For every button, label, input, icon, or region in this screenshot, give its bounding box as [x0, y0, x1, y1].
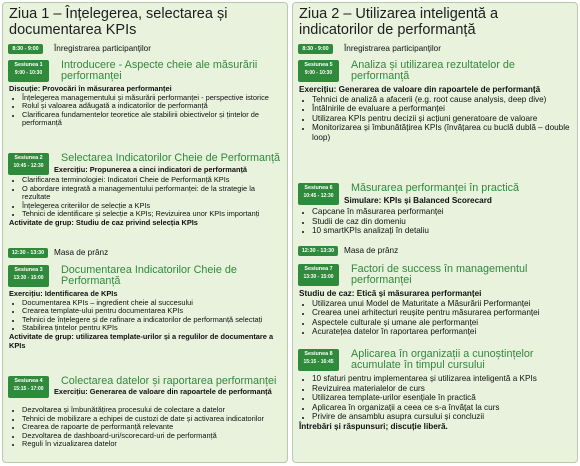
list-item: • Întâlnirile de evaluare a performanței: [312, 104, 572, 114]
session-items: [9, 94, 282, 128]
list-item: • Clarificarea fundamentelor teoretice ale stabilirii obiectivelor și țintelor de performanță: [22, 111, 282, 128]
session-3: [6, 263, 284, 375]
list-item: • Rolul și valoarea adăugată a indicatorilor de performanță: [22, 102, 282, 111]
list-item: • Tehnici de înțelegere și de rafinare a indicatorilor de performanță selectați: [22, 316, 282, 325]
list-item: • Utilizarea unui Model de Maturitate a Măsurării Performanței: [312, 299, 572, 309]
list-item: • Privire de ansamblu asupra cursului și concluzii: [312, 412, 572, 422]
list-item: • Dezvoltarea de dashboard-uri/scorecard-uri de performanță: [22, 432, 282, 441]
session-title: Introducere - Aspecte cheie ale măsurării performanței: [61, 59, 258, 82]
session-7: [296, 262, 574, 344]
session-items: [299, 299, 572, 337]
session-2: [6, 153, 284, 245]
day1-registration: [6, 43, 284, 55]
list-item: • Crearea unei arhitecturi reușite pentru măsurarea performanței: [312, 308, 572, 318]
session-activity: Activitate de grup: Studiu de caz privind selecția KPIs: [9, 217, 198, 227]
time-badge: 12:30 - 13:30: [298, 246, 338, 256]
session-content: [54, 388, 282, 397]
day1-title: Ziua 1 – Înțelegerea, selectarea și documentarea KPIs: [9, 6, 228, 38]
day2-column: [292, 2, 578, 463]
session-badge: Sesiunea 7 13:30 - 15:00: [298, 264, 339, 286]
time-badge: 8:30 - 9:00: [298, 44, 333, 54]
session-closing: Întrebări și răspunsuri; discuție liberă.: [299, 421, 448, 431]
session-content-list: [9, 406, 282, 449]
session-items: [9, 299, 282, 333]
session-content: [9, 85, 282, 128]
session-lead: Simulare: KPIs și Balanced Scorecard: [344, 196, 492, 205]
session-title: Aplicarea în organizații a cunoștințelor acumulate în timpul cursului: [351, 348, 534, 371]
session-8: [296, 347, 574, 461]
day1-column: [2, 2, 288, 463]
session-lead: Studiu de caz: Etică și măsurarea performanței: [299, 289, 482, 298]
session-items: [9, 176, 282, 219]
list-item: • Clarificarea terminologiei: Indicatori Cheie de Performanță KPIs: [22, 176, 282, 185]
session-title: Măsurarea performanței în practică: [351, 182, 520, 194]
list-item: • Utilizarea template-urilor esențiale în practică: [312, 393, 572, 403]
session-badge: Sesiunea 6 10:45 - 12:30: [298, 183, 339, 205]
session-4: [6, 376, 284, 462]
list-item: • Stabilirea țintelor pentru KPIs: [22, 324, 282, 333]
session-lead: Discuție: Provocări în măsurarea performanței: [9, 84, 172, 93]
lunch-label: Masa de prânz: [54, 248, 109, 257]
session-items: [299, 95, 572, 143]
session-content: [9, 290, 282, 350]
session-content-list: [299, 207, 572, 236]
list-item: • Aplicarea în organizații a ceea ce s-a învățat la curs: [312, 403, 572, 413]
session-items: [299, 207, 572, 236]
day2-registration: [296, 43, 574, 55]
session-badge: Sesiunea 5 9:00 - 10:30: [298, 60, 339, 82]
day2-lunch: [296, 245, 574, 257]
time-badge: 8:30 - 9:00: [8, 44, 43, 54]
list-item: • Dezvoltarea și îmbunătățirea procesului de colectare a datelor: [22, 406, 282, 415]
session-1: [6, 58, 284, 150]
list-item: • Revizuirea materialelor de curs: [312, 384, 572, 394]
registration-label: Înregistrarea participanților: [344, 44, 441, 53]
session-items: [299, 374, 572, 422]
lunch-label: Masa de prânz: [344, 246, 399, 255]
session-lead: Exercițiu: Generarea de valoare din rapoartele de performanță: [299, 85, 541, 94]
list-item: • Înțelegerea criteriilor de selecție a KPIs: [22, 202, 282, 211]
session-title: Selectarea Indicatorilor Cheie de Performanță: [61, 152, 281, 164]
list-item: • Tehnici de mobilizare a echipei de custozi de date și activarea indicatorilor: [22, 415, 282, 424]
session-content: [344, 196, 572, 206]
registration-label: Înregistrarea participanților: [54, 44, 151, 53]
list-item: • Reguli în vizualizarea datelor: [22, 440, 282, 449]
session-items: [9, 406, 282, 449]
list-item: • Documentarea KPIs – ingredient cheie al succesului: [22, 299, 282, 308]
list-item: • Acuratețea datelor în raportarea performanței: [312, 327, 572, 337]
day2-title: Ziua 2 – Utilizarea inteligentă a indicatorilor de performanță: [299, 6, 499, 38]
list-item: • 10 sfaturi pentru implementarea și utilizarea inteligentă a KPIs: [312, 374, 572, 384]
session-content-list: [9, 176, 282, 228]
list-item: • Monitorizarea și îmbunătățirea KPIs (învățarea cu buclă dublă – double loop): [312, 123, 572, 142]
session-lead: Exercițiu: Generarea de valoare din rapoartele de performanță: [54, 387, 272, 396]
list-item: • Capcane în măsurarea performanței: [312, 207, 572, 217]
list-item: • Crearea template-ului pentru documentarea KPIs: [22, 307, 282, 316]
time-badge: 12:30 - 13:30: [8, 248, 48, 258]
session-title: Analiza și utilizarea rezultatelor de performanță: [351, 59, 515, 82]
session-badge: Sesiunea 4 15:15 - 17:00: [8, 376, 49, 398]
session-title: Documentarea Indicatorilor Cheie de Performanță: [61, 264, 237, 287]
session-title: Factori de success în managementul performanței: [351, 263, 528, 286]
session-badge: Sesiunea 8 15:15 - 16:45: [298, 349, 339, 371]
list-item: • 10 smartKPIs analizați în detaliu: [312, 226, 572, 236]
session-lead: Exercițiu: Propunerea a cinci indicatori de performanță: [54, 165, 248, 174]
list-item: • Tehnici de analiză a afacerii (e.g. root cause analysis, deep dive): [312, 95, 572, 105]
session-title: Colectarea datelor și raportarea performanței: [61, 375, 277, 387]
session-badge: Sesiunea 1 9:00 - 10:30: [8, 60, 49, 82]
session-content: [54, 166, 282, 175]
list-item: • Înțelegerea managementului și măsurării performanței - perspective istorice: [22, 94, 282, 103]
session-content: [299, 374, 572, 432]
list-item: • Studii de caz din domeniu: [312, 217, 572, 227]
session-badge: Sesiunea 3 13:30 - 15:00: [8, 265, 49, 287]
list-item: • Aspectele culturale și umane ale performanței: [312, 318, 572, 328]
session-content: [299, 85, 572, 143]
session-6: [296, 183, 574, 243]
list-item: • Crearea de rapoarte de performanță relevante: [22, 423, 282, 432]
list-item: • Tehnici de identificare și selecție a KPIs; Revizuirea unor KPIs importanți: [22, 210, 282, 219]
session-content: [299, 289, 572, 337]
session-5: [296, 58, 574, 180]
list-item: • O abordare integrată a managementului performanței: de la strategie la rezultate: [22, 185, 282, 202]
session-lead: Exercițiu: Identificarea de KPIs: [9, 289, 118, 298]
list-item: • Utilizarea KPIs pentru decizii și acțiuni generatoare de valoare: [312, 114, 572, 124]
session-activity: Activitate de grup: utilizarea template-urilor și a regulilor de documentare a KPIs: [9, 331, 274, 350]
day1-lunch: [6, 247, 284, 259]
session-badge: Sesiunea 2 10:45 - 12:30: [8, 153, 49, 175]
